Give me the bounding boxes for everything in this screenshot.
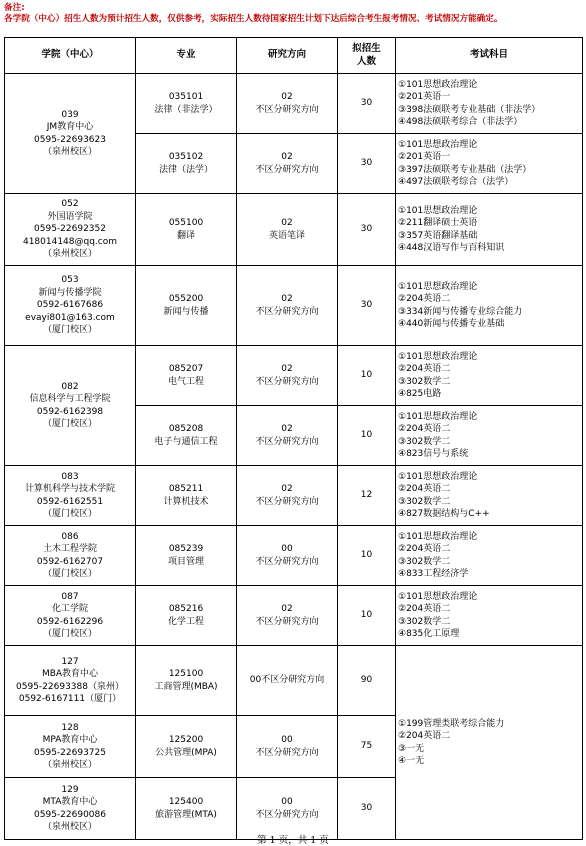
direction-cell-line: 02 <box>281 604 293 614</box>
major-cell-line: 125100 <box>168 669 204 679</box>
direction-cell <box>237 586 338 646</box>
major-cell-line: 085208 <box>168 424 204 434</box>
table-row <box>5 74 583 134</box>
college-cell-line: 127 <box>61 656 79 667</box>
college-cell <box>5 194 136 266</box>
direction-cell <box>237 194 338 266</box>
college-cell-line: 化工学院 <box>51 604 88 614</box>
subjects-cell-line: ④835化工原理 <box>398 629 460 639</box>
quota-cell: 30 <box>338 778 396 840</box>
subjects-cell-line: ③302数学二 <box>398 616 451 627</box>
subjects-cell-line: ③357英语翻译基础 <box>398 230 478 241</box>
college-cell-line: 0595-22692352 <box>34 224 106 235</box>
remarks <box>4 3 582 25</box>
direction-cell-line: 不区分研究方向 <box>255 306 319 317</box>
college-cell-line: 0595-22690086 <box>34 809 106 820</box>
direction-cell-line: 不区分研究方向 <box>255 376 319 387</box>
major-cell-line: 035102 <box>168 152 204 162</box>
major-cell <box>136 134 237 194</box>
subjects-cell-line: ②204英语二 <box>398 294 451 304</box>
direction-cell-line: 02 <box>281 218 293 228</box>
major-cell-line: 化学工程 <box>167 616 204 627</box>
major-cell-line: 项目管理 <box>167 556 204 567</box>
remarks-title: 备注: <box>4 3 25 13</box>
subjects-cell-line: ①101思想政治理论 <box>398 139 478 150</box>
major-cell <box>136 716 237 778</box>
direction-cell-line: 不区分研究方向 <box>255 747 319 758</box>
table-row <box>5 646 583 716</box>
college-cell-line: （泉州校区） <box>42 249 97 260</box>
college-cell-line: 0592-6162551 <box>36 496 104 507</box>
college-cell-line: 0592-6162296 <box>36 616 104 627</box>
college-cell <box>5 466 136 526</box>
college-cell-line: MPA教育中心 <box>42 735 98 745</box>
major-cell <box>136 406 237 466</box>
subjects-cell-line: ④833工程经济学 <box>398 569 469 579</box>
college-cell-line: 083 <box>61 471 79 482</box>
subjects-cell-line: ③302数学二 <box>398 436 451 447</box>
major-cell-line: 055200 <box>168 294 204 304</box>
subjects-cell-line: ①101思想政治理论 <box>398 591 478 602</box>
college-cell-line: 052 <box>61 199 79 210</box>
major-cell <box>136 526 237 586</box>
major-cell <box>136 466 237 526</box>
subjects-cell-line: ①101思想政治理论 <box>398 281 478 292</box>
remarks-text: 各学院（中心）招生人数为预计招生人数，仅供参考，实际招生人数待国家招生计划下达后综合考生报考情况、考试情况方能确定。 <box>4 14 503 24</box>
major-cell <box>136 586 237 646</box>
direction-cell-line: 02 <box>281 424 293 434</box>
college-cell <box>5 778 136 840</box>
major-cell-line: 旅游管理(MTA) <box>155 809 217 820</box>
subjects-cell-line: ①101思想政治理论 <box>398 205 478 216</box>
college-cell-line: MTA教育中心 <box>42 797 98 807</box>
subjects-cell-line: ①101思想政治理论 <box>398 471 478 482</box>
table-row <box>5 586 583 646</box>
subjects-cell-line: ③302数学二 <box>398 496 451 507</box>
shared-subjects-cell <box>396 646 583 840</box>
quota-cell: 75 <box>338 716 396 778</box>
quota-cell: 10 <box>338 406 396 466</box>
quota-cell: 90 <box>338 646 396 716</box>
major-cell <box>136 74 237 134</box>
direction-cell-line: 02 <box>281 484 293 494</box>
college-cell-line: 0592-6167111（厦门） <box>18 694 122 704</box>
direction-cell-line: 不区分研究方向 <box>255 104 319 115</box>
major-cell-line: 翻译 <box>176 230 195 241</box>
college-cell-line: 082 <box>61 381 79 392</box>
college-cell-line: 0592-6162707 <box>36 556 104 567</box>
college-cell-line: 086 <box>61 531 79 542</box>
admission-table <box>4 37 583 840</box>
header-quota-line1: 拟招生 <box>352 43 381 54</box>
subjects-cell-line: ③302数学二 <box>398 376 451 387</box>
subjects-cell <box>396 586 583 646</box>
college-cell-line: （厦门校区） <box>42 509 97 519</box>
table-row <box>5 466 583 526</box>
subjects-cell-line: ②211翻译硕士英语 <box>398 218 478 228</box>
college-cell-line: 129 <box>61 784 79 795</box>
direction-cell <box>237 74 338 134</box>
major-cell-line: 035101 <box>168 92 204 102</box>
major-cell-line: 085207 <box>168 364 204 374</box>
direction-cell-line: 不区分研究方向 <box>255 809 319 820</box>
direction-cell <box>237 716 338 778</box>
major-cell-line: 125200 <box>168 735 204 745</box>
direction-cell <box>237 346 338 406</box>
major-cell-line: 085211 <box>168 484 204 494</box>
direction-cell <box>237 646 338 716</box>
major-cell-line: 055100 <box>168 218 204 228</box>
direction-cell-line: 不区分研究方向 <box>255 556 319 567</box>
college-cell-line: 新闻与传播学院 <box>38 287 102 298</box>
subjects-cell-line: ③397法硕联考专业基础（法学） <box>398 164 532 175</box>
subjects-cell-line: ④825电路 <box>398 389 442 399</box>
major-cell-line: 法律（法学） <box>158 164 213 175</box>
subjects-cell <box>396 406 583 466</box>
subjects-cell-line: ④440新闻与传播专业基础 <box>398 319 505 329</box>
college-cell <box>5 646 136 716</box>
table-row <box>5 266 583 346</box>
college-cell-line: 039 <box>61 109 79 120</box>
college-cell <box>5 74 136 194</box>
quota-cell: 30 <box>338 74 396 134</box>
direction-cell-line: 00 <box>281 544 293 554</box>
college-cell-line: evayi801@163.com <box>25 312 115 323</box>
college-cell-line: （厦门校区） <box>42 325 97 336</box>
college-cell <box>5 526 136 586</box>
subjects-cell <box>396 526 583 586</box>
subjects-cell <box>396 194 583 266</box>
table-row <box>5 346 583 406</box>
major-cell-line: 计算机技术 <box>163 496 209 507</box>
direction-cell <box>237 778 338 840</box>
subjects-cell-line: ②204英语二 <box>398 484 451 494</box>
subjects-cell <box>396 346 583 406</box>
header-subjects: 考试科目 <box>396 38 583 74</box>
college-cell <box>5 346 136 466</box>
shared-subjects-cell-line: ④一无 <box>398 756 425 766</box>
subjects-cell-line: ③302数学二 <box>398 556 451 567</box>
shared-subjects-cell-line: ①199管理类联考综合能力 <box>398 718 505 729</box>
subjects-cell-line: ③398法硕联考专业基础（非法学） <box>398 104 541 115</box>
direction-cell-line: 02 <box>281 152 293 162</box>
major-cell-line: 125400 <box>168 797 204 807</box>
college-cell-line: 外国语学院 <box>47 211 93 222</box>
subjects-cell <box>396 74 583 134</box>
college-cell-line: 信息科学与工程学院 <box>29 394 111 404</box>
college-cell <box>5 716 136 778</box>
quota-cell: 30 <box>338 266 396 346</box>
subjects-cell-line: ②204英语二 <box>398 544 451 554</box>
major-cell-line: 电气工程 <box>167 376 204 387</box>
college-cell <box>5 586 136 646</box>
college-cell-line: 087 <box>61 591 79 602</box>
college-cell-line: 418014148@qq.com <box>22 236 118 247</box>
subjects-cell-line: ①101思想政治理论 <box>398 351 478 362</box>
college-cell-line: 0592-6167686 <box>36 300 104 311</box>
college-cell-line: （厦门校区） <box>42 629 97 639</box>
header-quota-line2: 人数 <box>356 55 376 67</box>
quota-cell: 12 <box>338 466 396 526</box>
subjects-cell-line: ④497法硕联考综合（法学） <box>398 177 514 187</box>
major-cell-line: 新闻与传播 <box>163 306 209 317</box>
subjects-cell-line: ②201英语一 <box>398 92 451 102</box>
major-cell <box>136 778 237 840</box>
major-cell <box>136 266 237 346</box>
college-cell-line: （厦门校区） <box>42 419 97 429</box>
direction-cell <box>237 266 338 346</box>
college-cell-line: 053 <box>61 275 79 286</box>
college-cell-line: 土木工程学院 <box>42 544 97 554</box>
subjects-cell <box>396 466 583 526</box>
college-cell-line: 计算机科学与技术学院 <box>24 484 115 494</box>
subjects-cell-line: ②204英语二 <box>398 424 451 434</box>
quota-cell: 10 <box>338 526 396 586</box>
major-cell-line: 085216 <box>168 604 204 614</box>
subjects-cell-line: ①101思想政治理论 <box>398 79 478 90</box>
subjects-cell-line: ②204英语二 <box>398 604 451 614</box>
header-direction: 研究方向 <box>237 38 338 74</box>
direction-cell-line: 02 <box>281 364 293 374</box>
college-cell-line: （泉州校区） <box>42 822 97 832</box>
quota-cell: 10 <box>338 346 396 406</box>
subjects-cell-line: ②201英语一 <box>398 152 451 162</box>
college-cell-line: 0592-6162398 <box>36 406 104 417</box>
subjects-cell-line: ①101思想政治理论 <box>398 531 478 542</box>
shared-subjects-cell-line: ②204英语二 <box>398 731 451 741</box>
major-cell-line: 法律（非法学） <box>154 104 218 115</box>
direction-cell-line: 不区分研究方向 <box>255 496 319 507</box>
major-cell-line: 085239 <box>168 544 204 554</box>
direction-cell <box>237 466 338 526</box>
direction-cell-line: 00 <box>281 797 293 807</box>
college-cell-line: 0595-22693623 <box>34 134 106 145</box>
college-cell-line: 128 <box>61 722 79 733</box>
subjects-cell-line: ④823信号与系统 <box>398 449 469 459</box>
direction-cell-line: 不区分研究方向 <box>255 616 319 627</box>
major-cell-line: 电子与通信工程 <box>154 436 218 447</box>
subjects-cell-line: ④827数据结构与C++ <box>398 509 490 519</box>
major-cell-line: 公共管理(MPA) <box>155 747 217 758</box>
major-cell <box>136 646 237 716</box>
subjects-cell-line: ①101思想政治理论 <box>398 411 478 422</box>
direction-cell-line: 00 <box>281 735 293 745</box>
direction-cell-line: 不区分研究方向 <box>255 164 319 175</box>
college-cell <box>5 266 136 346</box>
college-cell-line: 0595-22693725 <box>34 747 106 758</box>
major-cell-line: 工商管理(MBA) <box>154 681 218 692</box>
subjects-cell <box>396 134 583 194</box>
quota-cell: 30 <box>338 134 396 194</box>
subjects-cell-line: ④448汉语写作与百科知识 <box>398 243 505 253</box>
header-quota <box>338 38 396 74</box>
direction-cell <box>237 134 338 194</box>
direction-cell <box>237 526 338 586</box>
direction-cell-line: 英语笔译 <box>268 230 305 241</box>
college-cell-line: （泉州校区） <box>42 760 97 770</box>
direction-cell-line: 00不区分研究方向 <box>249 675 325 686</box>
header-major: 专业 <box>136 38 237 74</box>
college-cell-line: 0595-22693388（泉州） <box>16 681 124 692</box>
subjects-cell <box>396 266 583 346</box>
major-cell <box>136 194 237 266</box>
table-row <box>5 526 583 586</box>
college-cell-line: （厦门校区） <box>42 569 97 579</box>
direction-cell-line: 02 <box>281 294 293 304</box>
quota-cell: 10 <box>338 586 396 646</box>
table-row <box>5 194 583 266</box>
college-cell-line: JM教育中心 <box>46 122 94 132</box>
quota-cell: 30 <box>338 194 396 266</box>
header-row <box>5 38 583 74</box>
college-cell-line: MBA教育中心 <box>41 669 99 679</box>
major-cell <box>136 346 237 406</box>
header-college: 学院（中心） <box>5 38 136 74</box>
subjects-cell-line: ②204英语二 <box>398 364 451 374</box>
shared-subjects-cell-line: ③一无 <box>398 743 425 754</box>
college-cell-line: （泉州校区） <box>42 147 97 157</box>
subjects-cell-line: ③334新闻与传播专业综合能力 <box>398 306 523 317</box>
subjects-cell-line: ④498法硕联考综合（非法学） <box>398 117 523 127</box>
page-footer: 第 1 页，共 1 页 <box>257 835 329 846</box>
direction-cell-line: 02 <box>281 92 293 102</box>
direction-cell-line: 不区分研究方向 <box>255 436 319 447</box>
direction-cell <box>237 406 338 466</box>
